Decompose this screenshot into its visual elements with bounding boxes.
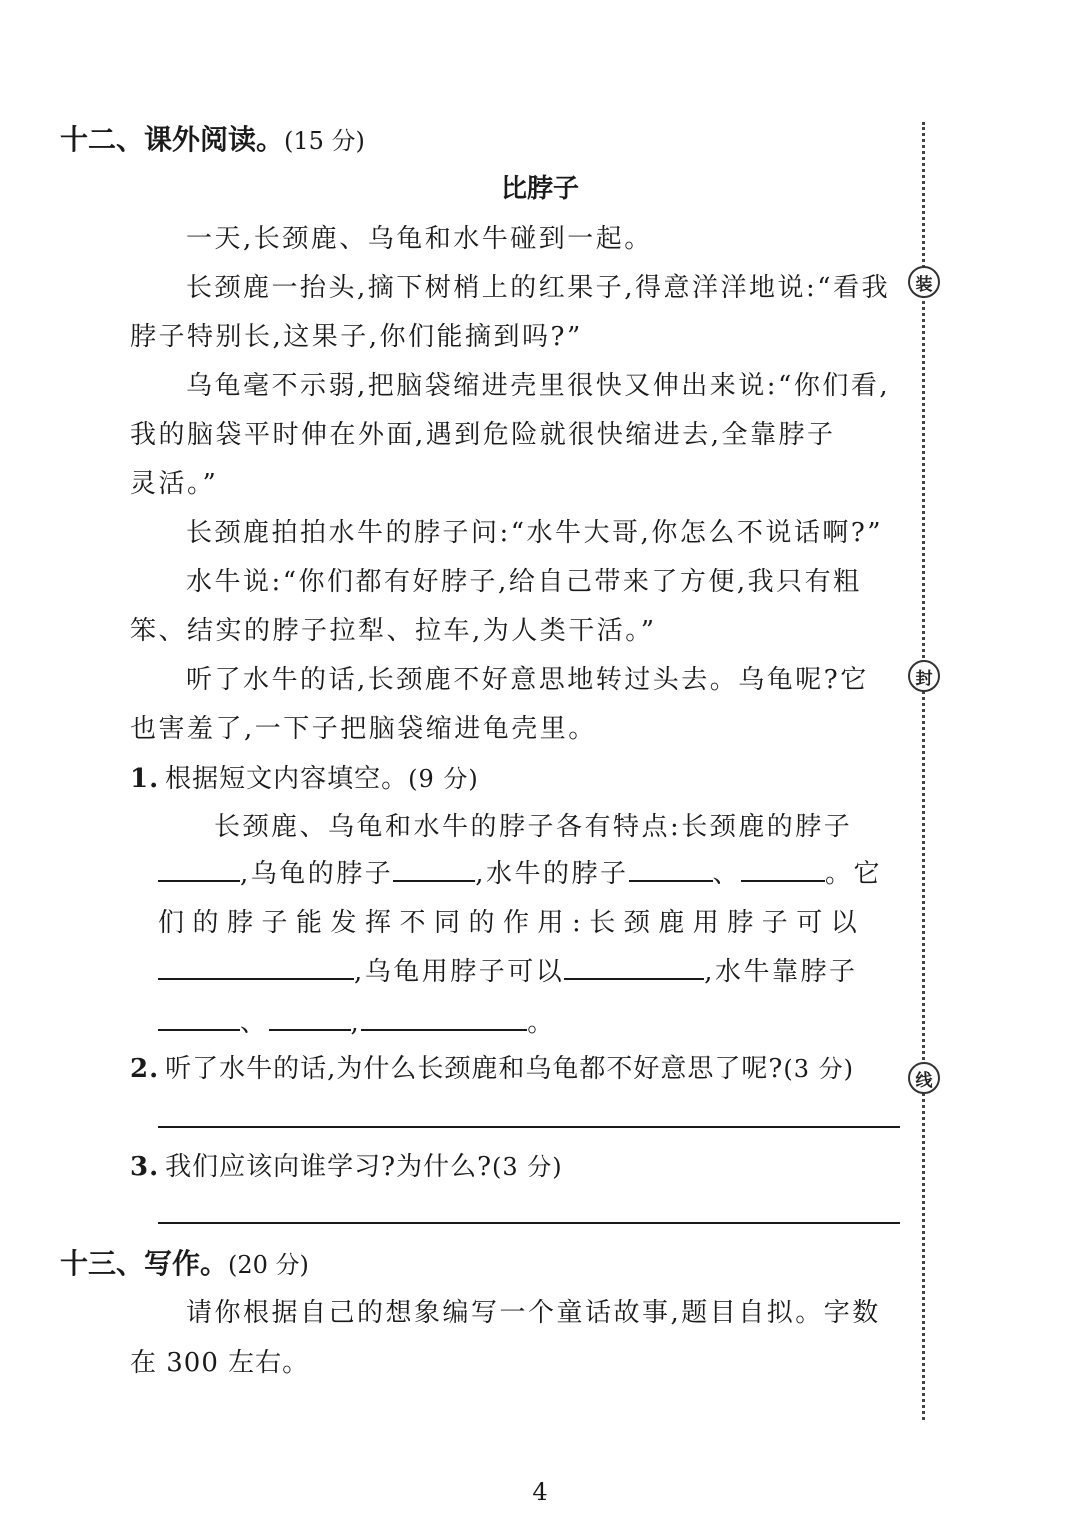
binding-seal-feng: 封: [908, 660, 940, 692]
story-line: 水牛说:“你们都有好脖子,给自己带来了方便,我只有粗: [186, 567, 862, 597]
q1-fill-text: 。: [527, 1008, 556, 1038]
story-line: 长颈鹿拍拍水牛的脖子问:“水牛大哥,你怎么不说话啊?”: [186, 518, 884, 548]
q1-fill-text: 、: [712, 859, 742, 889]
section-13-score: (20 分): [228, 1251, 309, 1279]
story-line: 长颈鹿一抬头,摘下树梢上的红果子,得意洋洋地说:“看我: [186, 273, 891, 303]
blank-buffalo-neck-2[interactable]: [741, 856, 825, 882]
q1-fill-text: ,水牛的脖子: [475, 859, 629, 889]
story-line: 一天,长颈鹿、乌龟和水牛碰到一起。: [186, 224, 653, 254]
story-line: 脖子特别长,这果子,你们能摘到吗?”: [130, 322, 583, 352]
page-number: 4: [532, 1478, 548, 1506]
question-1-number: 1.: [130, 764, 160, 794]
binding-seal-zhuang: 装: [908, 266, 940, 298]
question-1-score: (9 分): [408, 765, 479, 793]
section-12-title: 十二、课外阅读。: [60, 123, 285, 156]
question-3-text: 我们应该向谁学习?为什么?: [165, 1152, 493, 1182]
section-12-heading: [60, 118, 365, 158]
q1-fill-text: ,乌龟的脖子: [240, 859, 394, 889]
blank-turtle-use[interactable]: [564, 954, 704, 980]
blank-giraffe-neck[interactable]: [158, 856, 240, 882]
story-line: 听了水牛的话,长颈鹿不好意思地转过头去。乌龟呢?它: [186, 665, 869, 695]
blank-buffalo-neck-1[interactable]: [629, 856, 713, 882]
section-12-score: (15 分): [284, 127, 365, 155]
q1-fill-line-3: 们的脖子能发挥不同的作用:长颈鹿用脖子可以: [158, 908, 866, 938]
q1-fill-text: 、: [240, 1008, 269, 1038]
question-2: [130, 1048, 854, 1085]
q1-fill-text: ,水牛靠脖子: [704, 957, 858, 987]
writing-prompt-line-1: 请你根据自己的想象编写一个童话故事,题目自拟。字数: [186, 1298, 881, 1328]
binding-seal-xian: 线: [908, 1062, 940, 1094]
question-3-number: 3.: [130, 1152, 160, 1182]
question-3-answer-line[interactable]: [158, 1222, 900, 1224]
q1-fill-text: ,: [350, 1008, 362, 1038]
story-line: 笨、结实的脖子拉犁、拉车,为人类干活。”: [130, 616, 657, 646]
question-2-answer-line[interactable]: [158, 1126, 900, 1128]
blank-giraffe-use[interactable]: [158, 954, 354, 980]
story-line: 灵活。”: [130, 469, 219, 499]
section-13-title: 十三、写作。: [60, 1247, 229, 1280]
story-line: 我的脑袋平时伸在外面,遇到危险就很快缩进去,全靠脖子: [130, 420, 836, 450]
blank-buffalo-use-1[interactable]: [158, 1005, 240, 1031]
question-2-score: (3 分): [783, 1055, 854, 1083]
blank-buffalo-use-2[interactable]: [269, 1005, 351, 1031]
story-title: 比脖子: [500, 174, 579, 204]
story-line: 也害羞了,一下子把脑袋缩进龟壳里。: [130, 714, 597, 744]
binding-dotted-line: [922, 122, 925, 1420]
q1-fill-line-4: [158, 951, 858, 988]
q1-fill-line-5: [158, 1002, 556, 1039]
section-13-heading: [60, 1242, 309, 1282]
writing-prompt-line-2: 在 300 左右。: [130, 1348, 310, 1378]
blank-buffalo-use-3[interactable]: [361, 1005, 527, 1031]
blank-turtle-neck[interactable]: [393, 856, 475, 882]
q1-fill-line-1: 长颈鹿、乌龟和水牛的脖子各有特点:长颈鹿的脖子: [214, 812, 853, 842]
q1-fill-line-2: [158, 853, 882, 890]
q1-fill-text: 。它: [825, 859, 883, 889]
q1-fill-text: ,乌龟用脖子可以: [354, 957, 565, 987]
question-1-text: 根据短文内容填空。: [165, 764, 409, 794]
question-3-score: (3 分): [492, 1153, 563, 1181]
question-2-number: 2.: [130, 1054, 160, 1084]
story-line: 乌龟毫不示弱,把脑袋缩进壳里很快又伸出来说:“你们看,: [186, 371, 891, 401]
question-3: [130, 1146, 563, 1183]
question-1: [130, 758, 479, 795]
question-2-text: 听了水牛的话,为什么长颈鹿和乌龟都不好意思了呢?: [165, 1054, 784, 1084]
